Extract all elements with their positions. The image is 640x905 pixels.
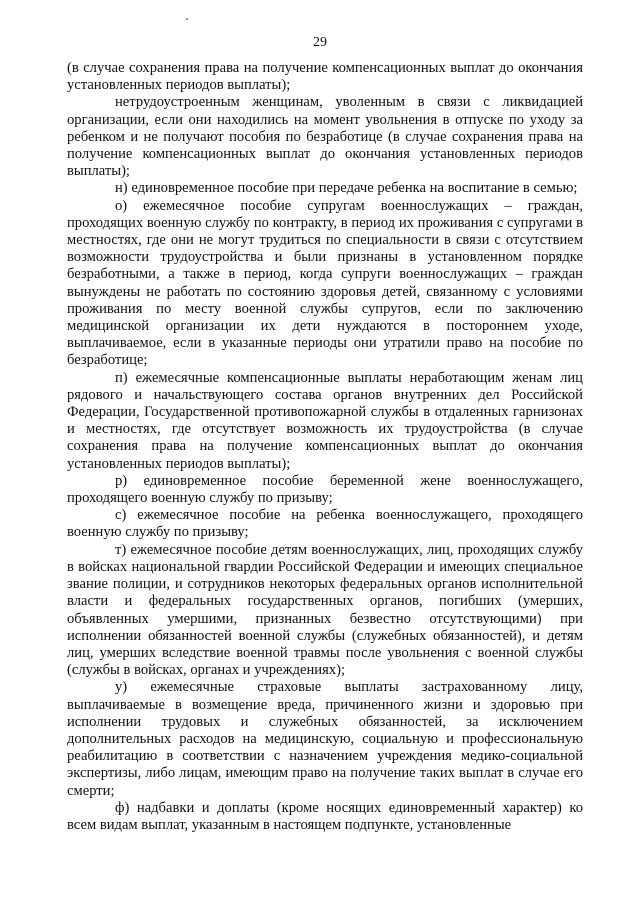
scan-speck xyxy=(186,18,188,20)
paragraph-item-n: н) единовременное пособие при передаче ребенка на воспитание в семью; xyxy=(115,180,578,197)
paragraph-unemployed-women: нетрудоустроенным женщинам, уволенным в связи с ликвидацией организации, если они находились на момент увольнения в отпуске по уходу за ребенком и не получают пособия по безработице (в случае сохранения права на получение компенсационных выплат до окончания установленных периодов выплаты); xyxy=(67,94,583,180)
page-number: 29 xyxy=(313,35,327,50)
paragraph-item-p: п) ежемесячные компенсационные выплаты неработающим женам лиц рядового и начальствующего состава органов внутренних дел Российской Федерации, Государственной противопожарной службы в отдаленных гарнизонах и местностях, где отсутствует возможность их трудоустройства (в случае сохранения права на получение компенсационных выплат до окончания установленных периодов выплаты); xyxy=(67,369,583,472)
paragraph-item-t: т) ежемесячное пособие детям военнослужащих, лиц, проходящих службу в войсках национальной гвардии Российской Федерации и имеющих специальное звание полиции, и сотрудников некоторых федеральных органов исполнительной власти и федеральных государственных органов, погибших (умерших, объявленных умершими, признанных безвестно отсутствующими) при исполнении обязанностей военной службы (служебных обязанностей), и детям лиц, умерших вследствие военной травмы после увольнения с военной службы (службы в войсках, органах и учреждениях); xyxy=(67,541,583,679)
paragraph-continuation: (в случае сохранения права на получение компенсационных выплат до окончания установленных периодов выплаты); xyxy=(67,60,583,94)
paragraph-item-o: о) ежемесячное пособие супругам военнослужащих – граждан, проходящих военную службу по контракту, в период их проживания с супругами в местностях, где они не могут трудиться по специальности в связи с отсутствием возможности трудоустройства и были признаны в установленном порядке безработными, а также в период, когда супруги военнослужащих – граждан вынуждены не работать по состоянию здоровья детей, связанному с условиями проживания по месту военной службы супругов, если по заключению медицинской организации их дети нуждаются в постороннем уходе, выплачиваемое, если в указанные периоды они утратили право на пособие по безработице; xyxy=(67,197,583,369)
document-body xyxy=(67,60,583,834)
paragraph-item-f: ф) надбавки и доплаты (кроме носящих единовременный характер) ко всем видам выплат, указанным в настоящем подпункте, установленные xyxy=(67,799,583,833)
paragraph-item-u: у) ежемесячные страховые выплаты застрахованному лицу, выплачиваемые в возмещение вреда, причиненного жизни и здоровью при исполнении трудовых и служебных обязанностей, за исключением дополнительных расходов на медицинскую, социальную и профессиональную реабилитацию в соответствии с назначением учреждения медико-социальной экспертизы, либо лицам, имеющим право на получение таких выплат в случае его смерти; xyxy=(67,679,583,799)
paragraph-item-r: р) единовременное пособие беременной жене военнослужащего, проходящего военную службу по призыву; xyxy=(67,472,583,507)
paragraph-item-s: с) ежемесячное пособие на ребенка военнослужащего, проходящего военную службу по призыву; xyxy=(67,507,583,541)
